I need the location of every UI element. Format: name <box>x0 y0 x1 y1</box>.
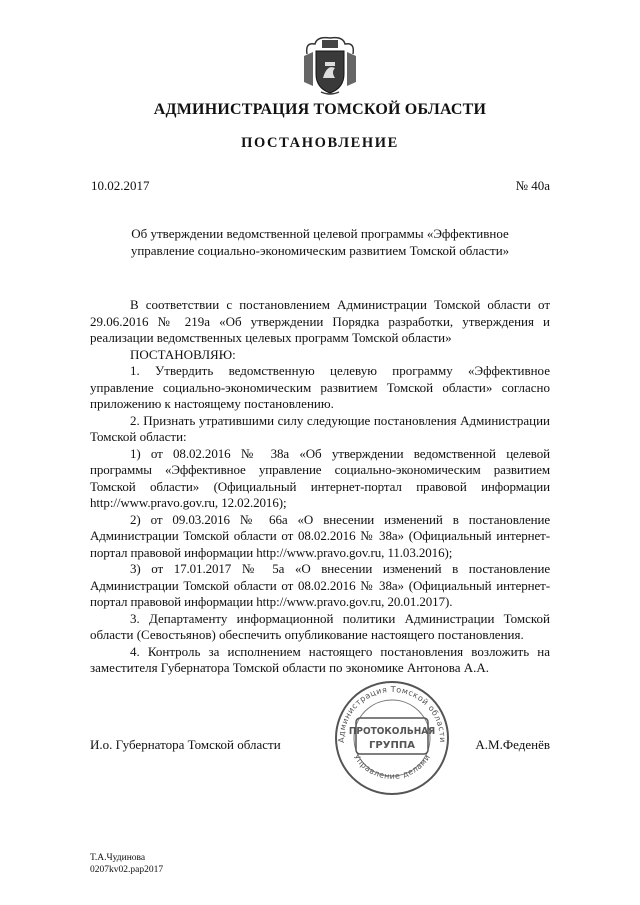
organization-title: АДМИНИСТРАЦИЯ ТОМСКОЙ ОБЛАСТИ <box>153 101 487 118</box>
svg-text:Администрация Томской области: Администрация Томской области <box>336 684 448 743</box>
body-paragraph: 2. Признать утратившими силу следующие постановления Администрации Томской области: <box>90 412 550 444</box>
seal-stamp <box>328 678 456 796</box>
svg-text:Управление делами: Управление делами <box>351 752 433 781</box>
coat-of-arms-icon <box>301 34 359 96</box>
body-paragraph: 1) от 08.02.2016 № 38а «Об утверждении ведомственной целевой программы «Эффективное управление социально-экономическим развитием Томской области» (Официальный интернет-портал правовой информации http://www.pravo.gov.ru, 12.02.2016); <box>90 445 550 510</box>
body-paragraph: 4. Контроль за исполнением настоящего постановления возложить на заместителя Губернатора Томской области по экономике Антонова А.А. <box>90 643 550 675</box>
body-paragraph: В соответствии с постановлением Администрации Томской области от 29.06.2016 № 219а «Об утверждении Порядка разработки, утверждения и реализации ведомственных целевых программ Томской области» <box>90 297 550 345</box>
document-footer <box>90 852 163 876</box>
document-subject: Об утверждении ведомственной целевой программы «Эффективное управление социально-экономическим развитием Томской области» <box>130 226 510 258</box>
document-number: № 40а <box>515 178 550 193</box>
body-paragraph: 3. Департаменту информационной политики Администрации Томской области (Севостьянов) обеспечить опубликование настоящего постановления. <box>90 610 550 642</box>
file-reference: 0207kv02.pap2017 <box>90 865 164 875</box>
svg-text:ПРОТОКОЛЬНАЯ: ПРОТОКОЛЬНАЯ <box>348 726 436 737</box>
body-paragraph: 2) от 09.03.2016 № 66а «О внесении изменений в постановление Администрации Томской области от 08.02.2016 № 38а» (Официальный интернет-портал правовой информации http://www.pravo.gov.ru, 11.03.2016); <box>90 511 550 560</box>
document-date: 10.02.2017 <box>91 178 150 193</box>
svg-text:ГРУППА: ГРУППА <box>369 740 415 751</box>
document-body <box>90 297 550 677</box>
body-paragraph: 3) от 17.01.2017 № 5а «О внесении изменений в постановление Администрации Томской области от 08.02.2016 № 38а» (Официальный интернет-портал правовой информации http://www.pravo.gov.ru, 20.01.2017). <box>90 561 550 609</box>
body-paragraph: 1. Утвердить ведомственную целевую программу «Эффективное управление социально-экономическим развитием Томской области» согласно приложению к настоящему постановлению. <box>90 363 550 411</box>
signatory-position: И.о. Губернатора Томской области <box>90 737 281 752</box>
body-paragraph: ПОСТАНОВЛЯЮ: <box>130 346 236 362</box>
executor-name: Т.А.Чудинова <box>90 853 146 863</box>
signatory-name: А.М.Феденёв <box>475 737 550 752</box>
document-type: ПОСТАНОВЛЕНИЕ <box>241 135 399 151</box>
